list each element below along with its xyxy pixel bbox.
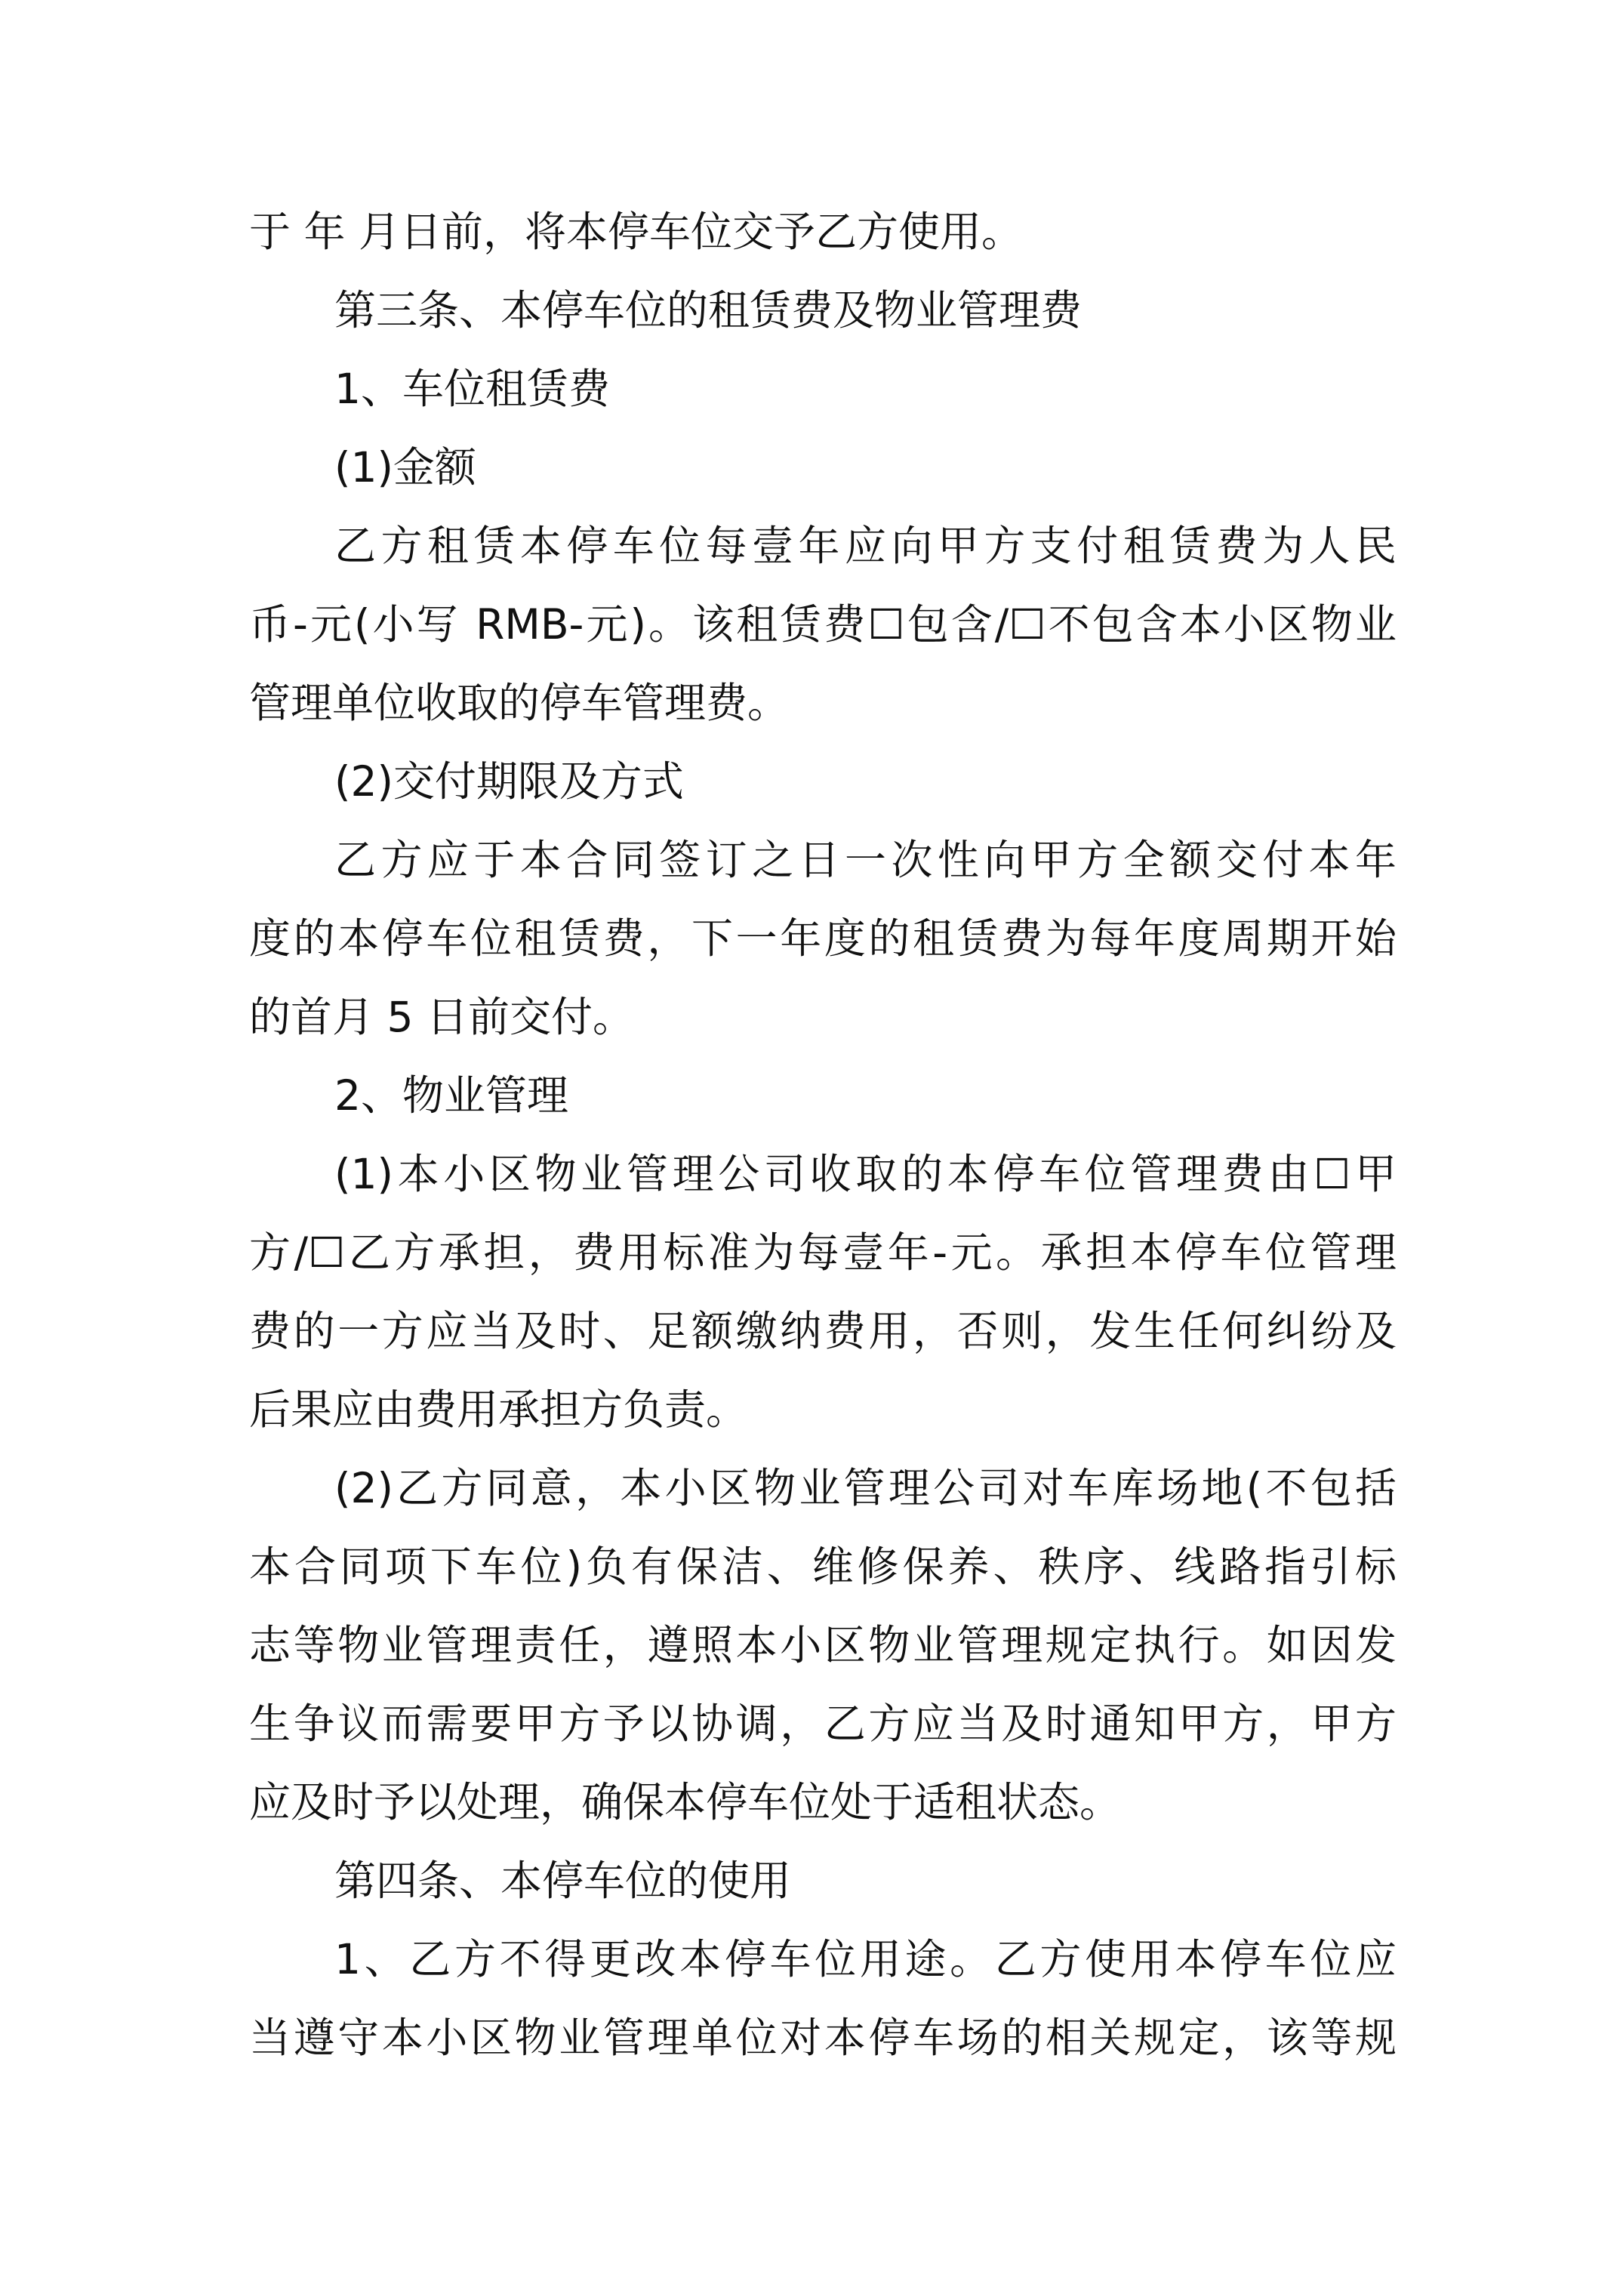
article-heading: 第四条、本停车位的使用: [334, 1857, 792, 1905]
text-line: 乙方租赁本停车位每壹年应向甲方支付租赁费为人民: [334, 522, 1397, 570]
text-line: 生争议而需要甲方予以协调，乙方应当及时通知甲方，甲方: [249, 1700, 1397, 1748]
text-line: 1、乙方不得更改本停车位用途。乙方使用本停车位应: [334, 1935, 1397, 1983]
text-line: 的首月 5 日前交付。: [249, 993, 634, 1041]
section-heading: 1、车位租赁费: [334, 365, 610, 413]
contract-body: [249, 193, 1397, 2077]
text-line: 后果应由费用承担方负责。: [249, 1385, 748, 1434]
text-line: (1)本小区物业管理公司收取的本停车位管理费由☐甲: [334, 1150, 1397, 1198]
text-line: 志等物业管理责任，遵照本小区物业管理规定执行。如因发: [249, 1621, 1397, 1669]
text-line: 本合同项下车位)负有保洁、维修保养、秩序、线路指引标: [249, 1542, 1397, 1591]
article-heading: 第三条、本停车位的租赁费及物业管理费: [334, 286, 1083, 334]
subsection-heading: (1)金额: [334, 443, 476, 492]
text-line: 度的本停车位租赁费，下一年度的租赁费为每年度周期开始: [249, 914, 1397, 963]
text-line: 方/☐乙方承担，费用标准为每壹年-元。承担本停车位管理: [249, 1228, 1397, 1277]
subsection-heading: (2)交付期限及方式: [334, 757, 684, 806]
text-line: 管理单位收取的停车管理费。: [249, 679, 790, 727]
text-line: 应及时予以处理，确保本停车位处于适租状态。: [249, 1778, 1122, 1826]
section-heading: 2、物业管理: [334, 1071, 568, 1120]
text-line: 乙方应于本合同签订之日一次性向甲方全额交付本年: [334, 836, 1397, 884]
text-line: 于 年 月日前，将本停车位交予乙方使用。: [249, 208, 1023, 256]
text-line: 币-元(小写 RMB-元)。该租赁费☐包含/☐不包含本小区物业: [249, 600, 1397, 649]
text-line: 当遵守本小区物业管理单位对本停车场的相关规定，该等规: [249, 2014, 1397, 2062]
text-line: (2)乙方同意，本小区物业管理公司对车库场地(不包括: [334, 1464, 1397, 1512]
text-line: 费的一方应当及时、足额缴纳费用，否则，发生任何纠纷及: [249, 1307, 1397, 1355]
